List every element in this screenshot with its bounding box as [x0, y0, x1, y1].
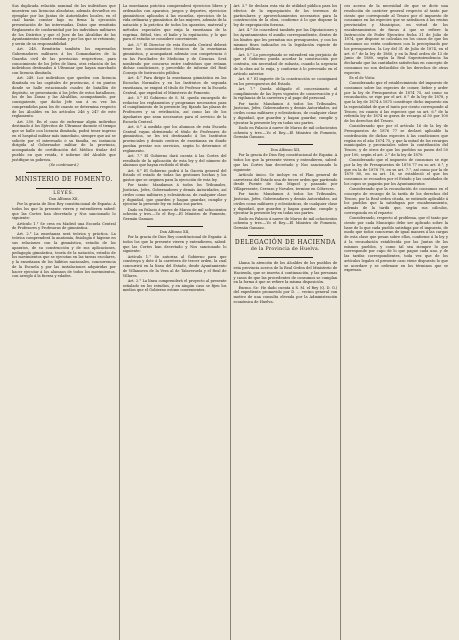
text-column-1: [9, 4, 119, 640]
body-paragraph: Art. 3.° Se declara esta vía de utilidad pública para los efectos de la expropiación de los terrenos de particulares y aprovechamientos necesarios para la construcción de la obra, conforme á lo que dispone la ley de expropiación forzosa.: [233, 4, 338, 27]
body-paragraph: Art. 2.° La línea comprenderá el proyecto al presente señalado en los estudios, y en ningún caso se fijen los medios que el Gobierno estime convenientes.: [122, 278, 227, 293]
section-heading: MINISTERIO DE FOMENTO.: [15, 175, 113, 183]
body-paragraph: Art. 250. En el caso de enfermar algún individuo destinado á los Ejércitos de Ultramar durante el tiempo que se halle con licencia ilimitada, podrá tener ingreso en el hospital militar más inmediato, siempre que así se solicite por el interesado ó su familia, en instancia dirigida al Gobernador militar de la provincia, acompañada de certificación del Médico titular del pueblo en que resida, é informe del Alcalde que justifique su pobreza.: [12, 119, 116, 162]
body-paragraph: Por tanto: Mandamos á todos los Tribunales, Justicias, Jefes, Gobernadores y demás Autoridades, así civiles como militares y eclesiásticas, de cualquier clase y dignidad, que guarden y hagan guardar, cumplir y ejecutar la presente ley en todas sus partes.: [233, 101, 338, 125]
body-paragraph: Dado en Palacio á nueve de Marzo de mil ochocientos ochenta y tres.—Yo el Rey.—El Ministro de Fomento, Germán Gamazo.: [233, 216, 338, 230]
body-paragraph: Artículo 1.° Se autoriza al Gobierno para que construya y dote á la carretera de tercer orden, la cual concurrirá en la línea del Estado, desde Ayuntamiento de Villanueva de la Vera al de Talaveruela y el Real de Villares.: [122, 254, 227, 278]
body-paragraph: Excmo. Sr.: He dado cuenta á S. M. el Rey (Q. D. G.) del expediente promovido por D. ... vecino general con motivo de una consulta elevada por la Administración económica de Huelva.: [233, 285, 338, 304]
body-paragraph: Por la gracia de Dios Rey constitucional de España: A todos los que la presente vieren y entendieren, sabed: que las Cortes han decretado y Nos sancionado lo siguiente:: [122, 235, 227, 254]
body-paragraph: Dado en Palacio á nueve de Marzo de mil ochocientos ochenta y tres.—Yo el Rey.—El Ministro de Fomento, Germán Gamazo.: [122, 207, 227, 221]
body-paragraph: Art. 3.° El Director de esta Escuela Central deberá tener los conocimientos técnicos de la enseñanza gimnástica, y acompañará además con competencia ó en las Facultades de Medicina y de Ciencias. Será nombrado por concurso entre individuos que reúnan dichas condiciones, y precedido de informe del Real Consejo de Instrucción pública.: [122, 42, 227, 75]
section-heading: de la Provincia de Huelva.: [250, 247, 320, 253]
body-paragraph: ces acerca de la necesidad de que se dicte una resolución de carácter general respecto al tanto por ciento que corresponde al Tesoro por el impuesto de consumos en las especies que se satisfacen á las rentas provinciales y Municipios, en virtud de los encabezamientos de fincas á que se refiere la Instrucción de Poder Ejecutivo fecha 31 de Julio de 1874, que dispone se calculan en los casos de que los consumos no estén conformes con lo preceptuado por los presupuestos, la Ley del 31 de Julio de 1874, en el art. 6.° de la ley de 1880, y en la Real orden de 13 de Junio de 1880, según la Real Superintendencia ha declarado que las cantidades satisfechas en concepto de consumos no son deducibles de los derechos de otras especies.: [344, 4, 448, 75]
text-column-2: [119, 4, 230, 640]
body-paragraph: Considerando que el establecimiento del impuesto de consumos sobre las especies de comer, beber y arder por la ley de Presupuestos de 1874 75, así como su recaudación, se rige por el art. 6.° de la ley de 1878, y que la ley de 1874 á 1875 constituye dicho impuesto sin la especialidad de que el tanto por ciento corresponde al Tesoro, en cuanto á las especies que su art. 6.° de la referida ley de 1874 se grava de recargo al 50 por 100 de los derechos del Tesoro.: [344, 81, 448, 123]
body-paragraph: Art. 248. Remitirán también los expresados Gobernadores militares á los Comandantes de la Guardia civil de las provincias respectivas, para conocimiento de los Jefes de línea, otra relación de los individuos destinados á Ultramar que hayan marchado con licencia ilimitada.: [12, 47, 116, 75]
body-paragraph: Artículo único. Se incluye en el Plan general de carreteras del Estado una de tercer orden que partiendo desde Puente de San Miguel y pasando por Villapresente, Cerrazo y Novales, termine en Cóbreces.: [233, 172, 338, 191]
section-divider: [26, 172, 102, 173]
section-subheading: LEYES.: [53, 190, 75, 196]
body-paragraph: Por tanto: Mandamos á todos los Tribunales, Justicias, Jefes, Gobernadores y demás Autoridades, así civiles como militares y eclesiásticas, de cualquier clase y dignidad, que guarden y hagan guardar, cumplir y ejecutar la presente ley en todas sus partes.: [233, 192, 338, 216]
continuation-note: (Se continuará.): [49, 162, 79, 167]
body-paragraph: Dado en Palacio á nueve de Marzo de mil ochocientos ochenta y tres.—Yo el Rey.—El Ministro de Fomento, Germán Gamazo.: [233, 125, 338, 140]
body-paragraph: Llama la atención de los Alcaldes de los pueblos de esta provincia acerca de la Real Orden del Ministerio de Hacienda, que se inserta á continuación, y las personas y casos de que las procedentes de consumos se cumplan en la forma á que se refiere la misma disposición.: [233, 261, 338, 285]
body-paragraph: Art. 2.° La enseñanza será teórica y práctica. La teórica comprenderá la anatomía, fisiología é higiene en sus relaciones con la gimnástica, estudio de los aparatos, de su construcción y de sus aplicaciones, pedagogía gimnástica, teoría de la natación, estudio de los movimientos que se ejecutan en las tareas escolares, y la enseñanza de los hábitos nacionales, concurrencia de la Escuela y por las instalaciones adquiridas por hacer ejecutar á los alumnos de todos los movimientos, con arreglo á la fuerza y edades.: [12, 231, 116, 279]
section-divider: [258, 144, 314, 145]
decree-title: Don Alfonso XII,: [49, 196, 79, 201]
section-divider: [36, 188, 92, 189]
section-divider: [147, 226, 203, 227]
body-paragraph: Considerando, respecto al problema, que el tanto por ciento por cada Municipio debe ser aplicado sobre la base de lo que cada pueblo satisfaga por el impuesto, de modo que todos concurran de igual manera á las cargas de esta clase que pesan sobre ellos, conforme á la ley y á la recaudación establecida por las Juntas de los mismos pueblos, y como tal sea siempre lo que corresponde por cupo de lo que pague cada uno, y de las tarifas correspondientes, toda vez que de los artículos legales el presente caso viene dispuesto lo que se acordare y se ordenase en los términos que se expresan.: [344, 216, 448, 273]
body-paragraph: Art. 5.° Lo preceptuado se entenderá sin perjuicio de que el Gobierno pueda acordar la construcción por contrata, sin necesidad de subasta, cuando la urgencia de la obra así lo exija, y conforme á lo prevenido en el artículo anterior.: [233, 52, 338, 76]
body-paragraph: Art. 7.° El Gobierno dará cuenta á las Cortes del resultado de la aplicación de esta ley y del número de alumnos que hayan recibido el título.: [122, 153, 227, 168]
body-paragraph: La enseñanza práctica comprenderá ejercicios libres y ordenados con aparatos, juegos y deportes, ejercicios gimnásticos aplicados á las escuelas, ejercicios de la vida ordinaria y gimnástica de las mujeres, además de la natación y la práctica de todos los aparatos, material y métodos especiales que exija la enseñanza de la esgrima, fútbol, tiro, el baile y la equitación, y lo que para el estudio se considere conveniente.: [122, 4, 227, 42]
body-paragraph: Art. 7.° Queda obligado el concesionario al cumplimiento de las leyes vigentes de conservación y á la vigilancia de la carretera y al pago del personal.: [233, 86, 338, 101]
body-paragraph: Art. 4.° Se concederá también por las Diputaciones y los Ayuntamientos el auxilio correspondiente, dentro de los límites que les permitan sus presupuestos, y con los mismos fines indicados en la legislación vigente de obras públicas.: [233, 28, 338, 52]
body-paragraph: Art. 8.° El Gobierno podrá á la Gaceta general del Estado el estado de todas las gestiones hechas y los gastos que se originen para la ejecución de esta ley.: [122, 168, 227, 182]
body-paragraph: Art. 5.° El Gobierno de S. M. queda encargado de redactar los reglamentos y programas necesarios para el cumplimiento de la presente ley, fijando las plazas de Profesores y su retribución, así como las de los Ayudantes que sean necesarios para el servicio de la Escuela Central.: [122, 95, 227, 124]
body-paragraph: Artículo 1.° Se crea en Madrid una Escuela Central de Profesores y Profesoras de gimnástica.: [12, 221, 116, 231]
text-column-3: [230, 4, 341, 640]
decree-title: Don Alfonso XII,: [270, 148, 301, 152]
body-paragraph: Por la gracia de Dios Rey constitucional de España: A todos los que la presente vieren y entendieren, sabed: que las Cortes han decretado y Nos sancionado lo siguiente:: [233, 153, 338, 172]
section-heading: DELEGACIÓN DE HACIENDA: [234, 238, 336, 246]
decree-title: Don Alfonso XII,: [159, 229, 190, 234]
body-paragraph: Considerando que el impuesto de consumos se rige por la ley de Presupuestos de 1876 77 en su art. 6.°, y que en la de 1878 79, en su art. 7.°, así como por la de 1879 80, en su art. 16, se estableció el que los consumos se recauden por el Estado y las cantidades de los cupos se pagarán por los Ayuntamientos:: [344, 158, 448, 186]
body-paragraph: Art. 6.° El importe de la construcción se consignará en los presupuestos del Estado.: [233, 76, 338, 86]
body-paragraph: Considerando que la recaudación de consumos en el concepto de recargo de la tarifa de los derechos del Tesoro, por la Real orden citada, se entiende aplicable á los pueblos que la satisfagan por encabezamiento, además de la tarifa que, según sus cálculos, corresponda en el reparto:: [344, 187, 448, 215]
section-divider: [258, 257, 314, 258]
body-paragraph: Sus duplicada relación nominal de los individuos que muestren sus licencias absolutas, además devueltos en ejemplar por las Juntas de Autoridades locales, en el cual harán constar bajo su firma la ejecución presentación de las interesadas. Datos que remitirán Reglamento de conformidad por los individuos militares de los Distritos y que el Juez de las Alcaldías de los Ayuntamientos donde residan y por los que se retirarán; y serán de su responsabilidad.: [12, 4, 116, 46]
body-paragraph: Por tanto: Mandamos á todos los Tribunales, Justicias, Jefes, Gobernadores y demás Autoridades, así civiles como militares y eclesiásticas, de cualquier clase y dignidad, que guarden y hagan guardar, cumplir y ejecutar la presente ley en todas sus partes.: [122, 183, 227, 207]
body-paragraph: Es el de Vista:: [349, 75, 376, 80]
body-paragraph: Art. 6.° A medida que los alumnos de esta Escuela Central vayan obteniendo el título de Profesores de gimnástica, se les irá destinando á los Institutos provinciales y demás centros de enseñanza en donde puedan prestar sus servicios, según lo determine el reglamento.: [122, 124, 227, 153]
body-paragraph: Art. 249. Los individuos que queden con licencia ilimitada en las capitales de provincias, ó en puntos donde se halle estacionado cuadro de batallón de depósito, se presentarán á los Jefes de estos batallones, los de las Zonas y las Alcaldías, acompañando, por consiguiente, que dicho Jefe son á su vez los comprendidos para los de cuanto se determina respecto de los Alcaldes en los artículos 246 y 247 de este reglamento.: [12, 76, 116, 119]
section-divider: [248, 235, 324, 236]
body-paragraph: Considerando que por el artículo 16 de la ley de Presupuestos de 1876 77 se declaró aplicable la contribución de dichas especies á las condiciones que regían en el año 1874 75, y que la mitad de los recargos municipales y provinciales sobre la contribución del Tesoro, y de otros de que los pueblos no pasen del 50 por 100, según el art. 2.° de la ley de 1870:: [344, 124, 448, 157]
body-paragraph: Por la gracia de Dios Rey constitucional de España: A todos los que la presente vieren y entendieren sabed: que las Cortes han decretado y Nos sancionado lo siguiente:: [12, 202, 116, 221]
text-column-4: [340, 4, 451, 640]
body-paragraph: Art. 4.° Para dirigir la enseñanza gimnástica en las Escuelas Normales y en los Institutos de segunda enseñanza, se exigirá el título de Profesor en la Escuela Central, que expedirá el Ministerio de Fomento.: [122, 76, 227, 95]
